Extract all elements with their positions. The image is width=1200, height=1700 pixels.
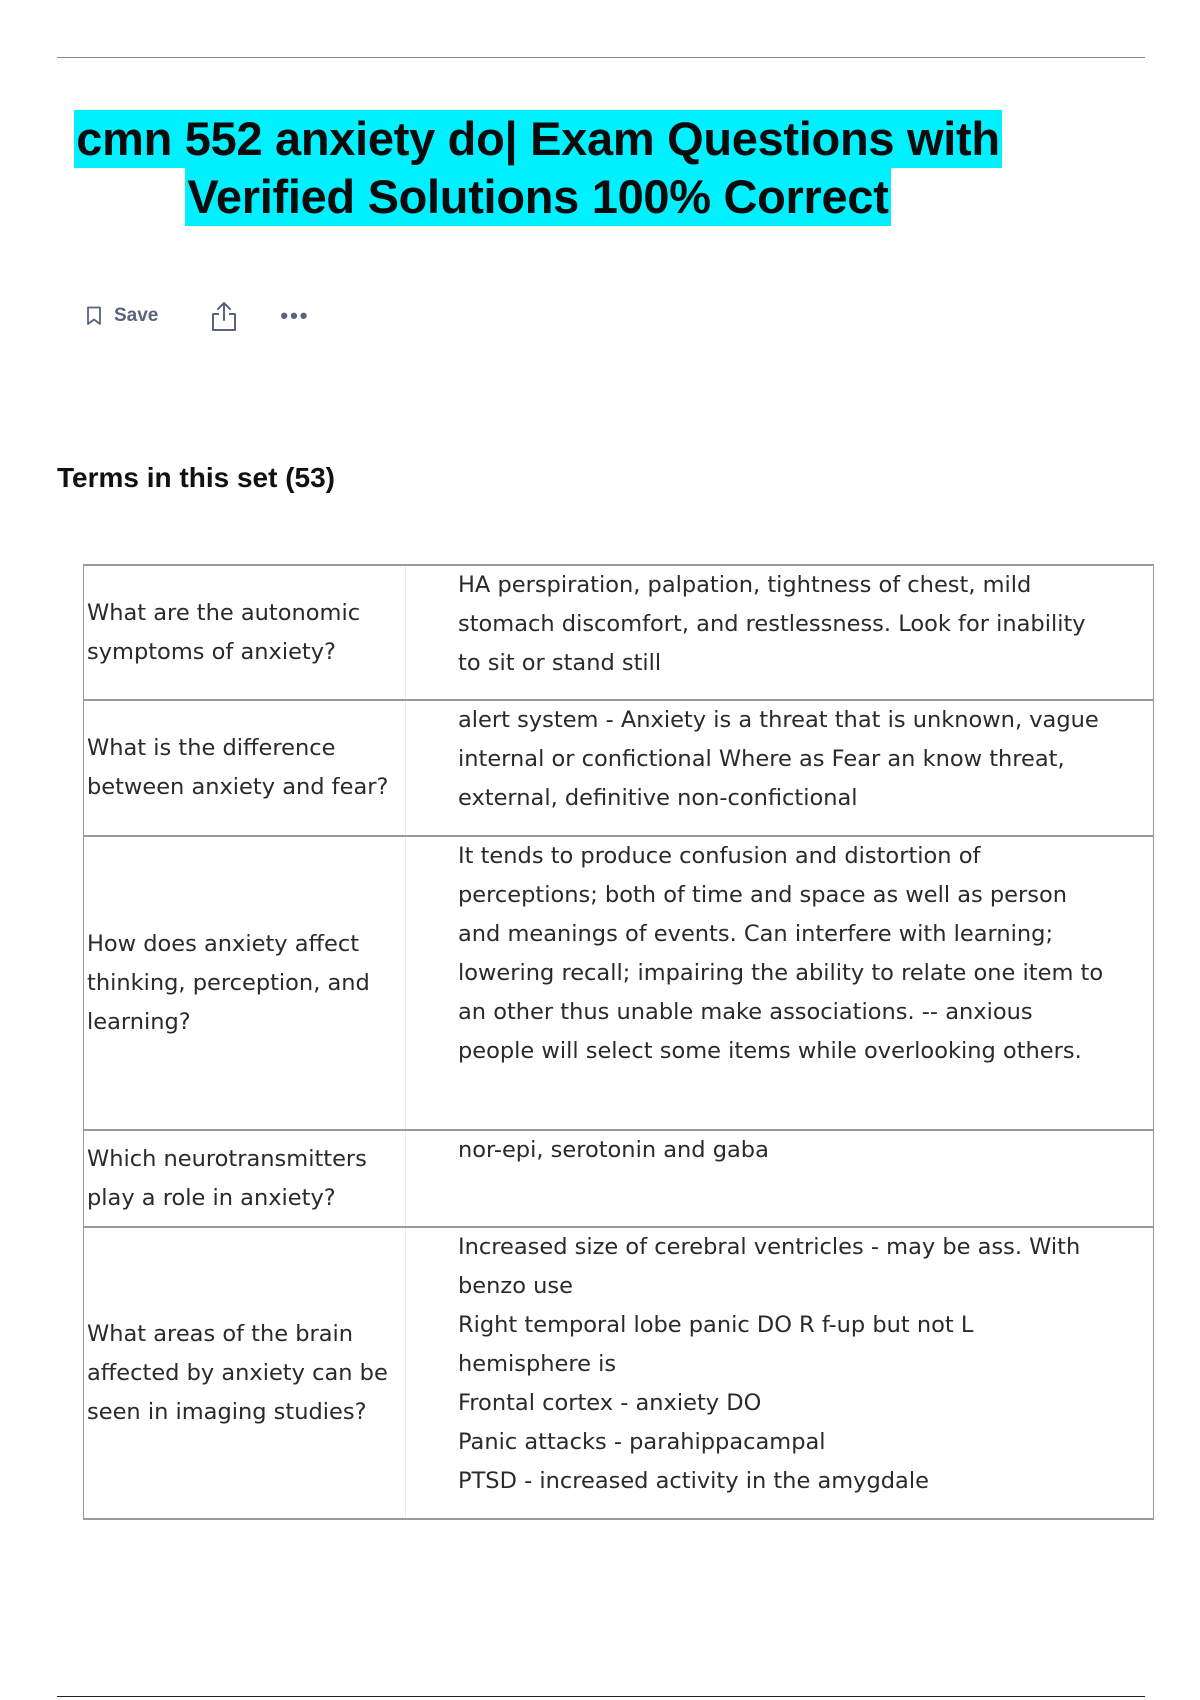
bookmark-icon (86, 306, 102, 326)
term-question: What areas of the brain affected by anxiety can be seen in imaging studies? (84, 1227, 406, 1519)
save-label: Save (114, 305, 159, 326)
term-answer (406, 1130, 1154, 1227)
term-row (84, 700, 1154, 836)
save-button[interactable] (86, 305, 158, 327)
title-line-1: cmn 552 anxiety do| Exam Questions with (74, 110, 1001, 168)
top-divider (57, 57, 1145, 58)
term-question: How does anxiety affect thinking, perception, and learning? (84, 836, 406, 1130)
title-line-2: Verified Solutions 100% Correct (185, 168, 890, 226)
term-row (84, 836, 1154, 1130)
terms-table (83, 564, 1154, 1520)
terms-section-title: Terms in this set (53) (57, 462, 336, 493)
term-question: What is the difference between anxiety and fear? (84, 700, 406, 836)
term-answer-line: Panic attacks - parahippacampal (458, 1429, 826, 1455)
term-answer (406, 700, 1154, 836)
toolbar (86, 300, 309, 332)
term-row (84, 1227, 1154, 1519)
more-icon: ••• (280, 303, 310, 328)
term-answer-line: Frontal cortex - anxiety DO (458, 1390, 762, 1416)
term-answer-line: Increased size of cerebral ventricles - may be ass. With benzo use (458, 1234, 1081, 1299)
term-answer (406, 565, 1154, 700)
term-row (84, 565, 1154, 700)
term-question: What are the autonomic symptoms of anxiety? (84, 565, 406, 700)
term-answer-line: Right temporal lobe panic DO R f-up but not L hemisphere is (458, 1312, 974, 1377)
term-answer-line: HA perspiration, palpation, tightness of chest, mild stomach discomfort, and restlessness. Look for inability to sit or stand still (458, 572, 1086, 676)
term-row (84, 1130, 1154, 1227)
term-answer (406, 1227, 1154, 1519)
term-question: Which neurotransmitters play a role in anxiety? (84, 1130, 406, 1227)
share-button[interactable] (210, 300, 238, 332)
term-answer (406, 836, 1154, 1130)
bottom-divider (57, 1696, 1145, 1697)
more-options-button[interactable] (280, 303, 309, 329)
term-answer-line: PTSD - increased activity in the amygdale (458, 1468, 929, 1494)
term-answer-line: nor-epi, serotonin and gaba (458, 1137, 769, 1163)
term-answer-line: It tends to produce confusion and distortion of perceptions; both of time and space as well as person and meanings of events. Can interfere with learning; lowering recall; impairing the ability to relate one item to an other thus unable make associations. -- anxious people will select some items while overlooking others. (458, 843, 1104, 1064)
document-title (58, 110, 1018, 226)
term-answer-line: alert system - Anxiety is a threat that is unknown, vague internal or confictional Where as Fear an know threat, external, definitive non-confictional (458, 707, 1099, 811)
share-icon (210, 300, 238, 332)
